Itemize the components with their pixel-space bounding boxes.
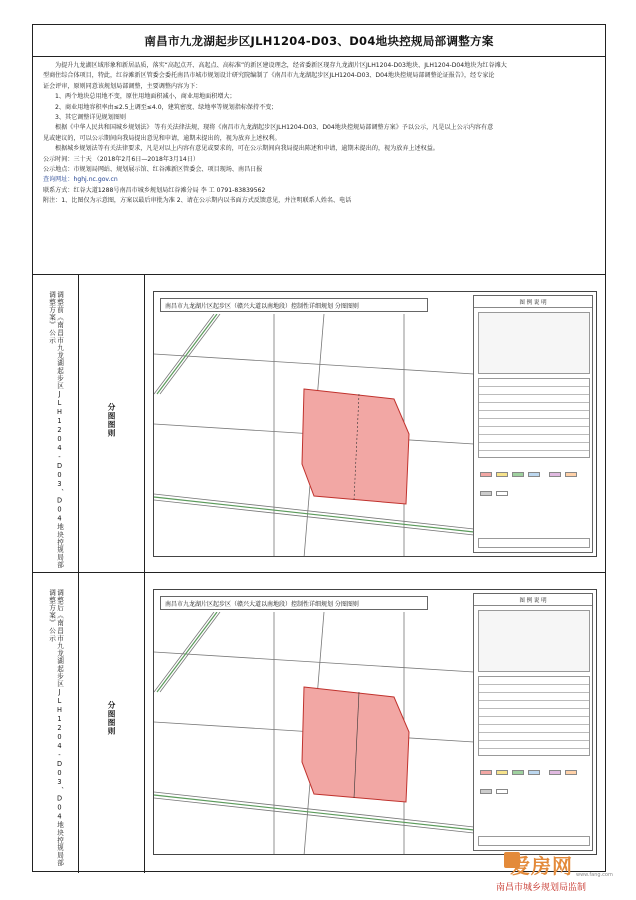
- location-inset-map: [478, 312, 590, 374]
- map-label-col: [79, 275, 145, 572]
- announcement-body: [33, 57, 605, 275]
- contact-info: 联系方式：红谷大道1288号南昌市城乡规划局红谷滩分局 李 工 0791-83839562: [43, 186, 266, 194]
- parcel-d03-d04: [302, 687, 409, 802]
- note: 附注：1、比图仅为示意图，方案以最后审批为准 2、请在公示期内以书面方式反馈意见，并注明联系人姓名、电话: [43, 197, 352, 205]
- adjust-item-1: 1、两个地块总用地不变，原住用地面积减小，商业用地面积增大；: [55, 93, 236, 101]
- body-paragraph: 根据《中华人民共和国城乡规划法》 等有关法律法规，现将《南昌市九龙湖起步区JLH1204-D03、D04地块控规局部调整方案》予以公示，凡是以上公示内容有意: [55, 124, 494, 132]
- zoning-map-after: [153, 589, 597, 855]
- indicator-table: [478, 378, 590, 458]
- legend-title: 图 例 说 明: [474, 296, 592, 308]
- map-title: 南昌市九龙湖片区起步区（赣兴大道以南地段）控制性详细规划 分图图则: [160, 596, 428, 610]
- map-drawing: [154, 314, 474, 557]
- location-inset-map: [478, 610, 590, 672]
- map-label: 分图图则: [107, 701, 116, 736]
- page-title: 南昌市九龙湖起步区JLH1204-D03、D04地块控规局部调整方案: [33, 25, 605, 57]
- body-paragraph: 型商住综合体项目，特此，红谷滩新区管委会委托南昌市城市规划设计研究院编制了《南昌市九龙湖起步区JLH1204-D03、D04地块控规局部调整论证报告》，经专家论: [43, 72, 495, 80]
- after-label: 调整后《南昌市九龙湖起步区JLH1204-D03、D04地块控规局部调整方案》公示: [47, 589, 64, 867]
- watermark: [510, 850, 630, 884]
- watermark-logo: 爱房网: [510, 854, 573, 878]
- indicator-table: [478, 676, 590, 756]
- adjust-item-2: 2、商业用地容积率由≤2.5上调至≤4.0，建筑密度、绿地率等规划指标保持不变；: [55, 103, 278, 111]
- announcement-sheet: [32, 24, 606, 872]
- vertical-label-col: [33, 275, 79, 572]
- map-drawing: [154, 612, 474, 855]
- legend-keys: [478, 762, 590, 834]
- legend-footer: [478, 538, 590, 548]
- vertical-label-col: [33, 573, 79, 873]
- map-legend: [473, 295, 593, 553]
- legend-footer: [478, 836, 590, 846]
- map-label: 分图图则: [107, 403, 116, 438]
- adjust-item-3: 3、其它调整详见规划图则: [55, 114, 126, 122]
- legend-keys: [478, 464, 590, 536]
- map-title: 南昌市九龙湖片区起步区（赣兴大道以南地段）控制性详细规划 分图图则: [160, 298, 428, 312]
- publicity-time: 公示时间：三十天 （2018年2月6日—2018年3月14日）: [43, 155, 199, 163]
- footer-credit: 南昌市城乡规划局监制: [496, 883, 587, 893]
- body-paragraph: 见或建议的，可以公示期间向我局提出意见和申请，逾期未提出的，视为放弃上述权利。: [43, 134, 281, 142]
- body-paragraph: 根据城乡规划法等有关法律要求，凡是对以上内容有意见或要求的，可在公示期间向我局提出陈述和申请，逾期未提出的，视为放弃上述权益。: [55, 145, 439, 153]
- before-label: 调整前《南昌市九龙湖起步区JLH1204-D03、D04地块控规局部调整方案》公示: [47, 291, 64, 569]
- body-paragraph: 为提升九龙湖区域形象和新居品质，落实“高起点开、高起点、高标准”的新区建设理念，经省委新区现存九龙湖片区JLH1204-D03地块、JLH1204-D04地块为红谷滩大: [55, 62, 507, 69]
- legend-title: 图 例 说 明: [474, 594, 592, 606]
- body-paragraph: 证会评审，原则同意该规划局部调整，主要调整内容为下：: [43, 82, 202, 90]
- after-adjustment-panel: [33, 573, 605, 873]
- map-legend: [473, 593, 593, 851]
- watermark-url: www.fang.com: [576, 872, 613, 878]
- before-adjustment-panel: [33, 275, 605, 573]
- zoning-map-before: [153, 291, 597, 557]
- parcel-d03-d04: [302, 389, 409, 504]
- map-label-col: [79, 573, 145, 873]
- query-website[interactable]: 查询网址：hghj.nc.gov.cn: [43, 176, 118, 184]
- publicity-place: 公示地点：市规划局网站、规划展示馆、红谷滩新区管委会、项目现场、南昌日报: [43, 166, 263, 174]
